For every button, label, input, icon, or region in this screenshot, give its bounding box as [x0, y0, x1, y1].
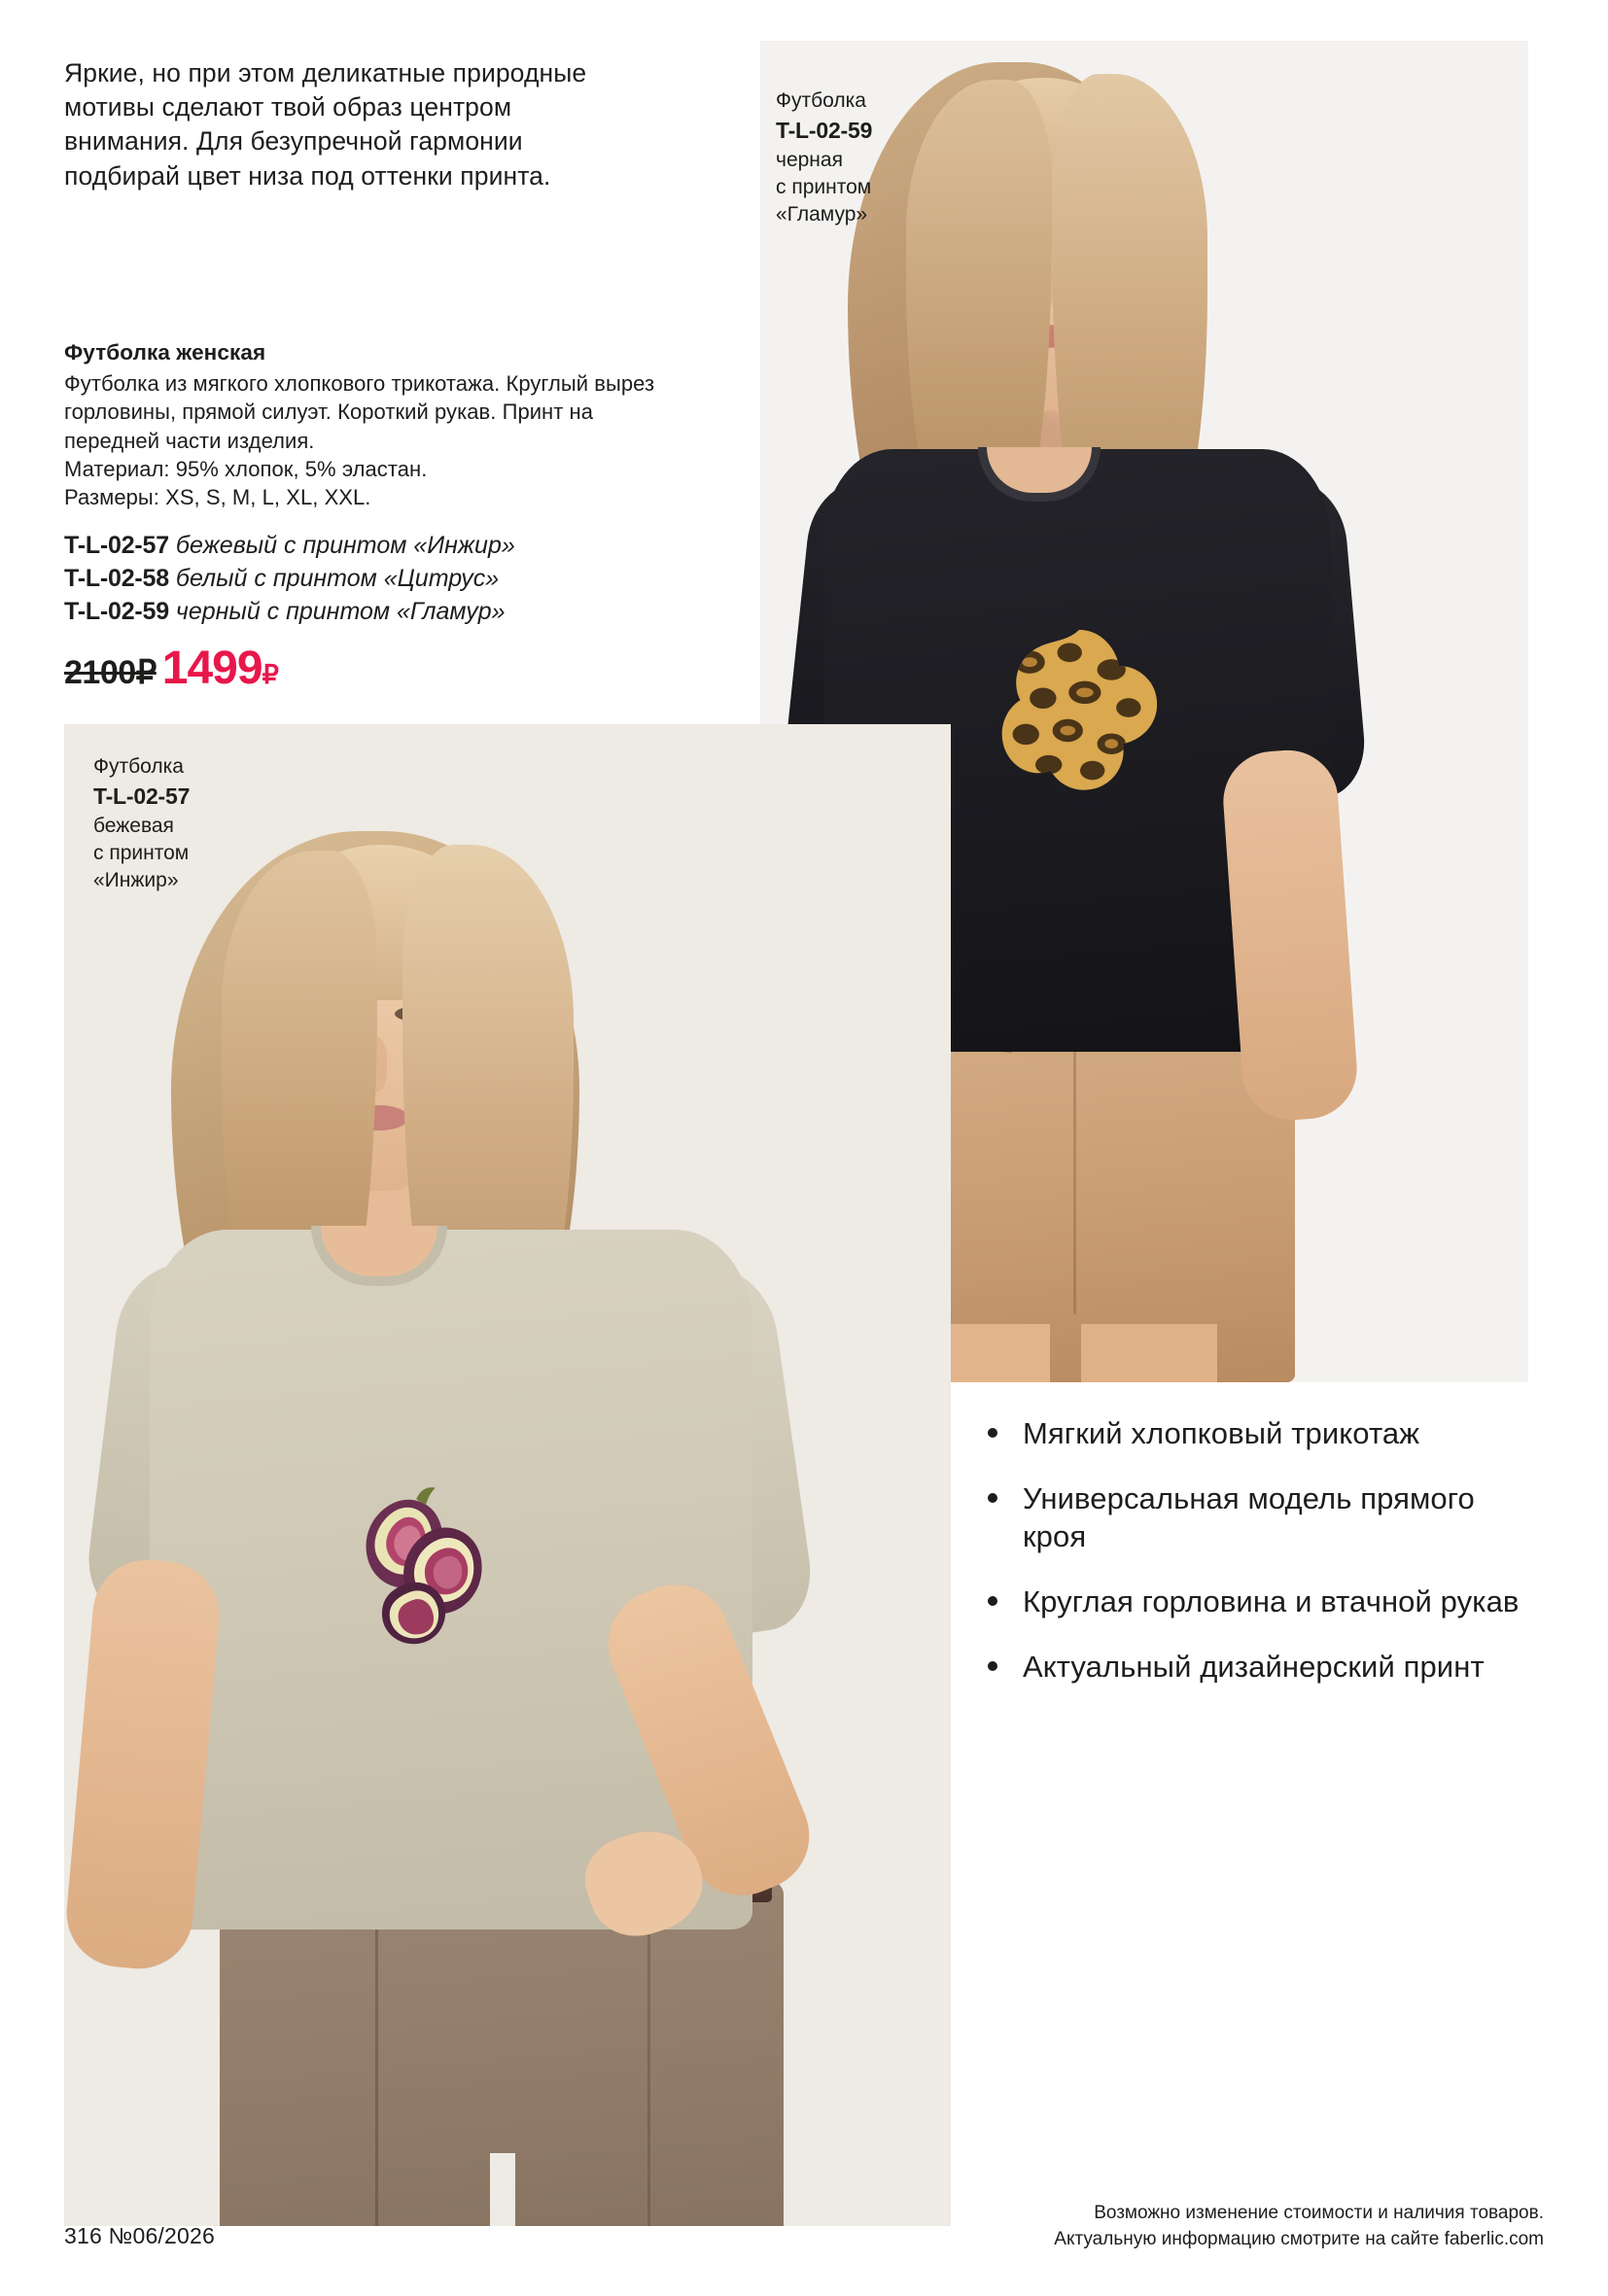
price-new — [162, 642, 278, 695]
variant-desc: черный с принтом «Гламур» — [175, 598, 506, 626]
shorts-seam-left — [375, 1920, 378, 2226]
product-description: Футболка из мягкого хлопкового трикотажа. Круглый вырез горловины, прямой силуэт. Короткий рукав. Принт на передней части изделия. — [64, 371, 655, 453]
list-item: Актуальный дизайнерский принт — [982, 1648, 1526, 1686]
footer-note-line1: Возможно изменение стоимости и наличия товаров. — [1094, 2203, 1544, 2224]
shorts-seam-right — [647, 1920, 650, 2226]
leg-right — [1081, 1324, 1217, 1382]
feature-list — [982, 1414, 1526, 1713]
photo-label-code: T-L-02-59 — [776, 118, 873, 144]
product-variant-list — [64, 529, 667, 628]
fig-fruit-print — [329, 1473, 519, 1653]
price-currency: ₽ — [262, 660, 278, 690]
photo-label-line3: «Гламур» — [776, 203, 868, 226]
photo-beige-tee — [64, 724, 951, 2226]
product-variant — [64, 562, 667, 595]
price-old: 2100₽ — [64, 654, 157, 692]
page-number: 316 — [64, 2223, 102, 2248]
photo-label-kind: Футболка — [93, 755, 184, 778]
skirt-seam — [1073, 1023, 1076, 1314]
shorts-center-split — [490, 2153, 515, 2226]
variant-code: T-L-02-59 — [64, 598, 169, 626]
list-item: Универсальная модель прямого кроя — [982, 1479, 1526, 1555]
product-title: Футболка женская — [64, 340, 266, 365]
variant-desc: белый с принтом «Цитрус» — [175, 565, 500, 593]
list-item: Мягкий хлопковый трикотаж — [982, 1414, 1526, 1452]
photo-label-line2: с принтом — [93, 842, 190, 865]
photo-label-line1: черная — [776, 148, 843, 171]
price-new-value: 1499 — [161, 643, 262, 695]
product-material: Материал: 95% хлопок, 5% эластан. — [64, 456, 428, 481]
product-sizes: Размеры: XS, S, M, L, XL, XXL. — [64, 485, 371, 509]
photo-label-line2: с принтом — [776, 176, 872, 199]
price-row — [64, 642, 667, 695]
product-variant — [64, 595, 667, 628]
variant-code: T-L-02-57 — [64, 532, 169, 560]
photo-label-code: T-L-02-57 — [93, 783, 191, 810]
photo-label-line1: бежевая — [93, 814, 174, 837]
footer-page-info — [64, 2223, 215, 2249]
photo-label-black — [776, 87, 872, 228]
photo-label-kind: Футболка — [776, 89, 866, 112]
footer-note-line2: Актуальную информацию смотрите на сайте faberlic.com — [1054, 2229, 1544, 2250]
product-variant — [64, 529, 667, 562]
photo-label-beige — [93, 753, 190, 894]
leopard-flower-print — [994, 624, 1165, 795]
footer-disclaimer — [1054, 2201, 1544, 2253]
photo-label-line3: «Инжир» — [93, 869, 179, 892]
product-description-block — [64, 340, 667, 695]
issue-number: №06/2026 — [108, 2223, 215, 2248]
variant-desc: бежевый с принтом «Инжир» — [175, 532, 515, 560]
list-item: Круглая горловина и втачной рукав — [982, 1583, 1526, 1620]
intro-paragraph: Яркие, но при этом деликатные природные мотивы сделают твой образ центром внимания. Для безупречной гармонии подбирай цвет низа под оттенки принта. — [64, 58, 587, 191]
model-beige-illustration — [64, 724, 951, 2226]
variant-code: T-L-02-58 — [64, 565, 169, 593]
